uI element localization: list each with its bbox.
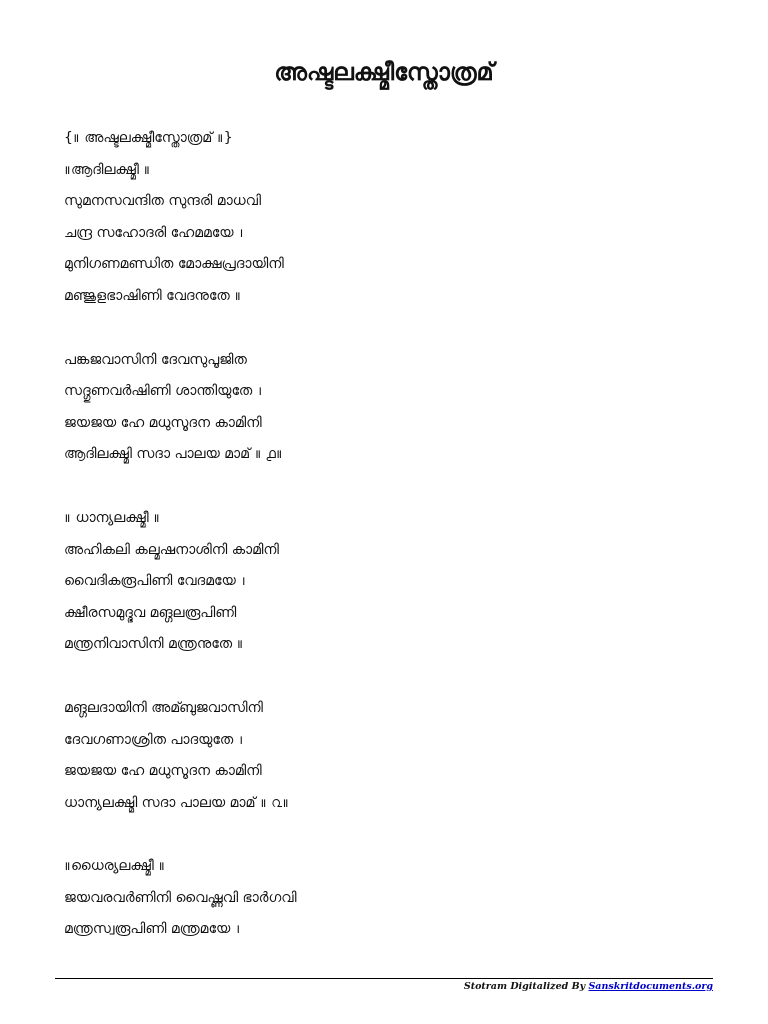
verse-line: മങ്ഗലദായിനി അമ്ബുജവാസിനി bbox=[64, 699, 263, 716]
footer-divider bbox=[55, 978, 713, 979]
stanza-2 bbox=[64, 346, 724, 472]
stanza-gap bbox=[64, 820, 724, 852]
page-title: അഷ്ടലക്ഷ്മീസ്തോത്രമ് bbox=[274, 58, 494, 86]
stanza-gap bbox=[64, 314, 724, 346]
section-heading: ॥ആദിലക്ഷ്മീ ॥ bbox=[64, 161, 151, 178]
verse-line: ചന്ദ്ര സഹോദരി ഹേമമയേ । bbox=[64, 224, 246, 241]
verse-line: മന്ത്രനിവാസിനി മന്ത്രനുതേ ॥ bbox=[64, 636, 244, 653]
verse-line: മഞ്ജുളഭാഷിണി വേദനുതേ ॥ bbox=[64, 287, 242, 304]
verse-line: {॥ അഷ്ടലക്ഷ്മീസ്തോത്രമ് ॥} bbox=[64, 130, 233, 146]
stanza-gap bbox=[64, 472, 724, 504]
verse-line: ആദിലക്ഷ്മി സദാ പാലയ മാമ് ॥ ൧॥ bbox=[64, 446, 283, 463]
stotram-body bbox=[64, 124, 724, 947]
section-heading: ॥ധൈര്യലക്ഷ്മീ ॥ bbox=[64, 858, 166, 875]
sanskritdocuments-link[interactable]: Sanskritdocuments.org bbox=[588, 981, 713, 992]
stanza-gap bbox=[64, 662, 724, 694]
stanza-5 bbox=[64, 852, 724, 947]
verse-line: പങ്കജവാസിനി ദേവസുപൂജിത bbox=[64, 351, 247, 368]
stanza-3 bbox=[64, 504, 724, 662]
verse-line: സുമനസവന്ദിത സുന്ദരി മാധവി bbox=[64, 193, 261, 210]
verse-line: സദ്ഗുണവർഷിണി ശാന്തിയുതേ । bbox=[64, 383, 264, 400]
verse-line: മുനിഗണമണ്ഡിത മോക്ഷപ്രദായിനി bbox=[64, 256, 284, 273]
footer-prefix: Stotram Digitalized By bbox=[463, 981, 586, 992]
stanza-4 bbox=[64, 694, 724, 820]
verse-line: ജയജയ ഹേ മധുസൂദന കാമിനി bbox=[64, 414, 262, 431]
verse-line: അഹികലി കല്മഷനാശിനി കാമിനി bbox=[64, 541, 279, 558]
verse-line: ക്ഷീരസമുദ്ഭവ മങ്ഗലരൂപിണി bbox=[64, 604, 237, 621]
verse-line: ജയവരവർണിനി വൈഷ്ണവി ഭാർഗവി bbox=[64, 889, 297, 906]
verse-line: ധാന്യലക്ഷ്മി സദാ പാലയ മാമ് ॥ ൨॥ bbox=[64, 794, 290, 811]
verse-line: ദേവഗണാശ്രിത പാദയുതേ । bbox=[64, 731, 245, 748]
verse-line: ജയജയ ഹേ മധുസൂദന കാമിനി bbox=[64, 763, 262, 780]
stanza-1 bbox=[64, 124, 724, 314]
section-heading: ॥ ധാന്യലക്ഷ്മീ ॥ bbox=[64, 509, 161, 526]
verse-line: വൈദികരൂപിണി വേദമയേ । bbox=[64, 573, 248, 590]
verse-line: മന്ത്രസ്വരൂപിണി മന്ത്രമയേ । bbox=[64, 921, 242, 938]
footer-credit bbox=[464, 980, 713, 994]
